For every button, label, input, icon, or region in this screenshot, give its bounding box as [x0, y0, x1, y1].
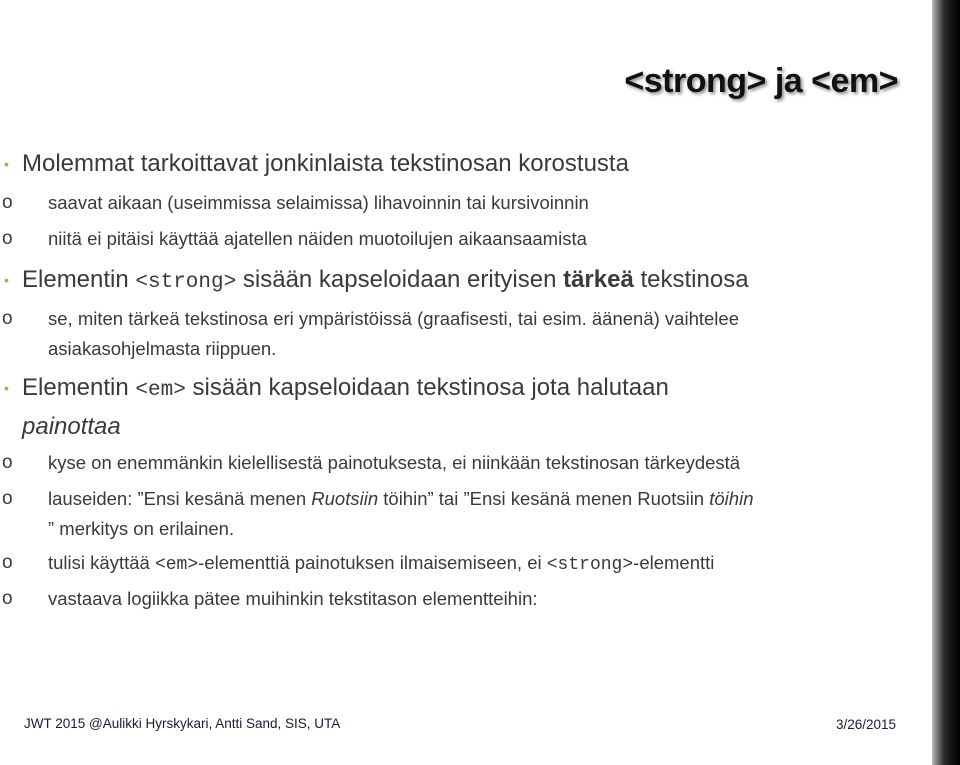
bullet-text-part: sisään kapseloidaan tekstinosa jota halutaan [185, 374, 669, 401]
sub-bullet-icon: o [2, 488, 13, 509]
code-strong: <strong> [546, 555, 634, 575]
sub-bullet-text: se, miten tärkeä tekstinosa eri ympäristöissä (graafisesti, tai esim. äänenä) vaihtelee [48, 308, 739, 329]
bullet-icon: • [4, 272, 9, 288]
sub-bullet-item [2, 548, 870, 580]
italic-word: Ruotsiin [311, 488, 379, 509]
sub-bullet-item [2, 448, 870, 478]
slide-right-edge-shadow [932, 0, 960, 765]
bullet-text-part: Elementin [22, 374, 136, 401]
bullet-icon: • [4, 156, 9, 172]
italic-word: painottaa [22, 413, 121, 440]
sub-bullet-icon: o [2, 308, 13, 329]
bullet-item [4, 370, 880, 445]
sub-bullet-item [2, 484, 870, 544]
sub-bullet-item [2, 188, 870, 218]
bold-word: tärkeä [563, 266, 634, 293]
sub-bullet-text-part: töihin” tai ”Ensi kesänä menen Ruotsiin [378, 488, 710, 509]
sub-bullet-icon: o [2, 228, 13, 249]
sub-bullet-text: kyse on enemmänkin kielellisestä painotuksesta, ei niinkään tekstinosan tärkeydestä [48, 452, 741, 473]
sub-bullet-text-continued: asiakasohjelmasta riippuen. [48, 338, 277, 359]
bullet-icon: • [4, 380, 9, 396]
code-em: <em> [135, 379, 186, 402]
footer-credits: JWT 2015 @Aulikki Hyrskykari, Antti Sand, SIS, UTA [24, 716, 341, 731]
sub-bullet-text-part: lauseiden: ”Ensi kesänä menen [48, 488, 312, 509]
code-em: <em> [154, 555, 199, 575]
slide-title: <strong> ja <em> [624, 62, 898, 100]
sub-bullet-text-continued: ” merkitys on erilainen. [48, 518, 235, 539]
sub-bullet-text-part: -elementti [633, 552, 715, 573]
bullet-text-part: sisään kapseloidaan erityisen [236, 266, 564, 293]
bullet-text-part: tekstinosa [633, 266, 749, 293]
sub-bullet-item [2, 304, 870, 364]
sub-bullet-text: saavat aikaan (useimmissa selaimissa) lihavoinnin tai kursivoinnin [48, 192, 589, 213]
sub-bullet-icon: o [2, 588, 13, 609]
sub-bullet-text-part: tulisi käyttää [48, 552, 155, 573]
sub-bullet-item [2, 224, 870, 254]
bullet-item [4, 146, 880, 182]
sub-bullet-icon: o [2, 452, 13, 473]
sub-bullet-text: vastaava logiikka pätee muihinkin tekstitason elementteihin: [48, 588, 538, 609]
bullet-text: Molemmat tarkoittavat jonkinlaista tekstinosan korostusta [22, 150, 629, 177]
sub-bullet-text-part: -elementtiä painotuksen ilmaisemiseen, ei [198, 552, 547, 573]
sub-bullet-icon: o [2, 552, 13, 573]
sub-bullet-item [2, 584, 870, 614]
sub-bullet-icon: o [2, 192, 13, 213]
bullet-text-part: Elementin [22, 266, 136, 293]
code-strong: <strong> [135, 271, 237, 294]
footer-date: 3/26/2015 [836, 717, 897, 732]
italic-word: töihin [709, 488, 754, 509]
sub-bullet-text: niitä ei pitäisi käyttää ajatellen näiden muotoilujen aikaansaamista [48, 228, 587, 249]
bullet-item [4, 262, 880, 301]
